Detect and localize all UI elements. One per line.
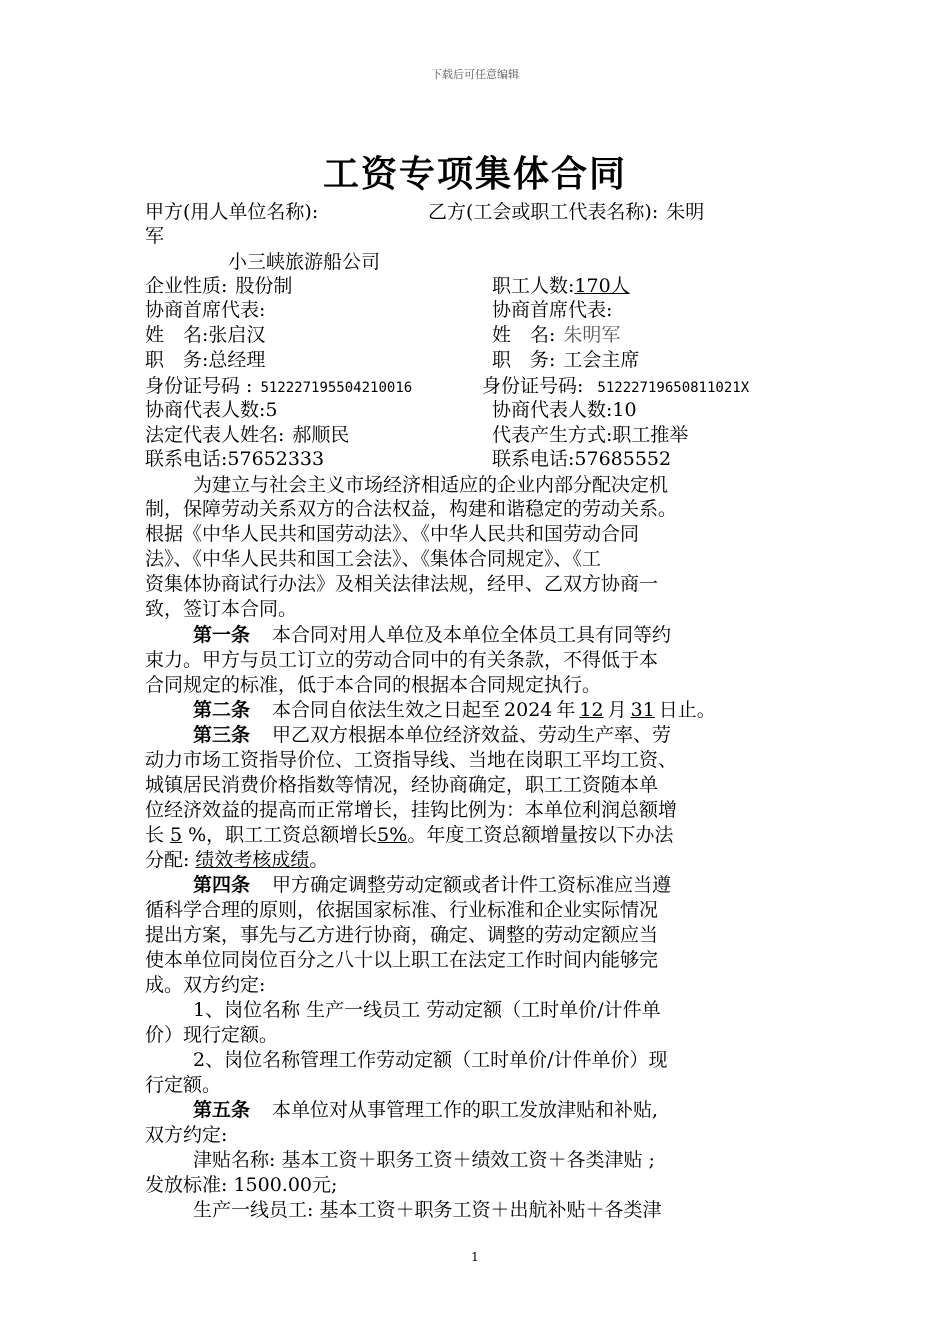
header-note: 下载后可任意编辑 xyxy=(431,68,519,81)
phone-label: 联系电话: xyxy=(145,448,228,470)
article-text: 甲方确定调整劳动定额或者计件工资标准应当遵 xyxy=(272,874,672,896)
legal-rep-label: 法定代表人姓名: xyxy=(145,424,285,446)
rep-method-label: 代表产生方式: xyxy=(492,424,613,446)
id-label: 身份证号码 : xyxy=(145,375,253,397)
article-3-line xyxy=(145,848,328,872)
party-a-nature-row xyxy=(145,274,292,298)
preamble-line: 资集体协商试行办法》及相关法律法规，经甲、乙双方协商一 xyxy=(145,573,659,595)
party-a-name: 小三峡旅游船公司 xyxy=(228,251,381,273)
phone-number: 57652333 xyxy=(227,448,325,470)
preamble-line: 根据《中华人民共和国劳动法》、《中华人民共和国劳动合同 xyxy=(145,523,640,545)
party-b-position-row xyxy=(492,348,639,372)
article-4-line: 提出方案，事先与乙方进行协商，确定、调整的劳动定额应当 xyxy=(145,924,659,946)
party-a-chief-label: 协商首席代表: xyxy=(145,299,266,321)
article-text: 月 xyxy=(607,699,627,721)
chief-position: 工会主席 xyxy=(563,349,640,371)
article-3-line: 动力市场工资指导价位、工资指导线、当地在岗职工平均工资、 xyxy=(145,749,678,771)
id-number: 512227195504210016 xyxy=(260,380,413,396)
position-label: 职 务: xyxy=(492,349,556,371)
article-3-line: 城镇居民消费价格指数等情况，经协商确定，职工工资随本单 xyxy=(145,774,659,796)
name-label: 姓 名: xyxy=(145,324,209,346)
party-b-label-row xyxy=(428,200,704,224)
article-5-line: 发放标准: 1500.00元; xyxy=(145,1174,338,1196)
article-4-heading: 第四条 xyxy=(193,874,251,896)
article-4-item: 2、岗位名称管理工作劳动定额（工时单价/计件单价）现 xyxy=(193,1049,668,1071)
party-a-id-row xyxy=(145,374,412,400)
party-a-rep-count-row xyxy=(145,398,278,422)
preamble-line: 法》、《中华人民共和国工会法》、《集体合同规定》、《工 xyxy=(145,548,602,570)
article-text: %，职工工资总额增长 xyxy=(188,824,378,846)
end-day: 31 xyxy=(630,699,655,721)
end-year: 2024 xyxy=(504,699,553,721)
document-title: 工资专项集体合同 xyxy=(322,153,627,195)
article-5-heading: 第五条 xyxy=(193,1099,251,1121)
article-text: 本单位对从事管理工作的职工发放津贴和补贴, xyxy=(272,1099,659,1121)
article-text: 日止。 xyxy=(658,699,716,721)
party-b-phone-row xyxy=(492,447,671,471)
article-3-line xyxy=(193,723,671,747)
party-b-chief-label: 协商首席代表: xyxy=(492,299,613,321)
staff-label: 职工人数: xyxy=(492,275,575,297)
article-text: 。年度工资总额增量按以下办法 xyxy=(407,824,674,846)
article-text: 。 xyxy=(309,849,329,871)
end-month: 12 xyxy=(579,699,604,721)
party-b-name-part1: 朱明 xyxy=(666,201,705,223)
nature-label: 企业性质: xyxy=(145,275,228,297)
article-text: 分配: xyxy=(145,849,190,871)
wage-growth-pct: 5% xyxy=(377,824,408,846)
article-text: 本合同对用人单位及本单位全体员工具有同等约 xyxy=(272,624,672,646)
chief-name: 张启汉 xyxy=(208,324,266,346)
article-5-line: 生产一线员工: 基本工资＋职务工资＋出航补贴＋各类津 xyxy=(193,1199,662,1221)
distribution-method: 绩效考核成绩 xyxy=(195,849,310,871)
party-b-name-part2: 军 xyxy=(145,225,165,247)
phone-number: 57685552 xyxy=(574,448,672,470)
party-b-rep-count-row xyxy=(492,398,637,422)
party-a-label: 甲方(用人单位名称): xyxy=(145,201,319,223)
article-4-item: 价）现行定额。 xyxy=(145,1024,279,1046)
article-1-line: 束力。甲方与员工订立的劳动合同中的有关条款，不得低于本 xyxy=(145,649,659,671)
preamble-line: 为建立与社会主义市场经济相适应的企业内部分配决定机 xyxy=(193,474,669,496)
article-3-line: 位经济效益的提高而正常增长，挂钩比例为：本单位利润总额增 xyxy=(145,799,678,821)
article-5-line: 双方约定: xyxy=(145,1124,228,1146)
profit-growth-pct: 5 xyxy=(170,824,183,846)
article-4-line: 循科学合理的原则，依据国家标准、行业标准和企业实际情况 xyxy=(145,899,659,921)
chief-position: 总经理 xyxy=(208,349,266,371)
preamble-line: 致，签订本合同。 xyxy=(145,598,298,620)
name-label: 姓 名: xyxy=(492,324,556,346)
party-b-label: 乙方(工会或职工代表名称): xyxy=(428,201,659,223)
chief-name: 朱明军 xyxy=(563,324,621,346)
party-b-chief-name-row xyxy=(492,323,620,347)
article-5-line: 津贴名称: 基本工资＋职务工资＋绩效工资＋各类津贴 ; xyxy=(193,1149,655,1171)
article-2-line xyxy=(193,698,716,722)
rep-method-row xyxy=(492,423,688,447)
article-4-line xyxy=(193,873,671,897)
legal-rep-row xyxy=(145,423,349,447)
id-number: 51222719650811021X xyxy=(597,380,750,396)
id-label: 身份证号码: xyxy=(482,375,584,397)
party-b-id-row xyxy=(482,374,749,400)
staff-value: 170人 xyxy=(574,275,630,297)
article-5-line xyxy=(193,1098,658,1122)
article-4-line: 成。双方约定: xyxy=(145,974,266,996)
article-text: 长 xyxy=(145,824,165,846)
page-number: 1 xyxy=(471,1250,479,1264)
article-2-heading: 第二条 xyxy=(193,699,251,721)
party-a-phone-row xyxy=(145,447,324,471)
rep-count-label: 协商代表人数: xyxy=(492,399,613,421)
article-3-line xyxy=(145,823,673,847)
rep-count: 5 xyxy=(265,399,278,421)
article-text: 甲乙双方根据本单位经济效益、劳动生产率、劳 xyxy=(272,724,672,746)
rep-method-value: 职工推举 xyxy=(612,424,689,446)
preamble-line: 制，保障劳动关系双方的合法权益，构建和谐稳定的劳动关系。 xyxy=(145,498,678,520)
article-text: 本合同自依法生效之日起至 xyxy=(272,699,501,721)
legal-rep-name: 郝顺民 xyxy=(292,424,350,446)
rep-count-label: 协商代表人数: xyxy=(145,399,266,421)
article-4-item: 行定额。 xyxy=(145,1074,222,1096)
article-4-item: 1、岗位名称 生产一线员工 劳动定额（工时单价/计件单 xyxy=(193,999,661,1021)
article-1-line: 合同规定的标准，低于本合同的根据本合同规定执行。 xyxy=(145,674,602,696)
article-4-line: 使本单位同岗位百分之八十以上职工在法定工作时间内能够完 xyxy=(145,949,659,971)
position-label: 职 务: xyxy=(145,349,209,371)
nature-value: 股份制 xyxy=(235,275,293,297)
article-1-line xyxy=(193,623,671,647)
party-a-position-row xyxy=(145,348,265,372)
phone-label: 联系电话: xyxy=(492,448,575,470)
rep-count: 10 xyxy=(612,399,637,421)
party-b-staff-row xyxy=(492,274,630,298)
article-3-heading: 第三条 xyxy=(193,724,251,746)
article-1-heading: 第一条 xyxy=(193,624,251,646)
party-a-chief-name-row xyxy=(145,323,265,347)
article-text: 年 xyxy=(556,699,576,721)
